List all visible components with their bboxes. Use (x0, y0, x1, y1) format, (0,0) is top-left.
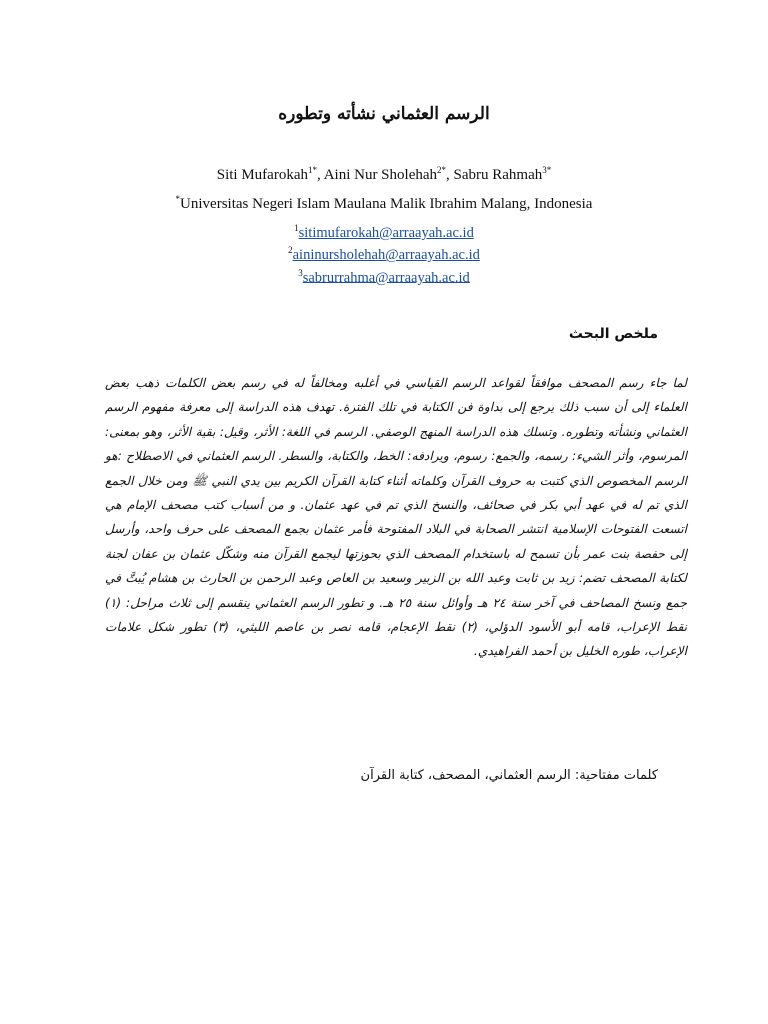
email-link[interactable]: aininursholehah@arraayah.ac.id (292, 247, 480, 264)
email-link[interactable]: sitimufarokah@arraayah.ac.id (298, 224, 474, 241)
abstract-heading: ملخص البحث (568, 326, 658, 342)
author-mark: 3* (542, 165, 552, 175)
affiliation-text: Universitas Negeri Islam Maulana Malik Ibrahim Malang, Indonesia (180, 196, 593, 212)
email-mark: 1 (294, 223, 299, 233)
author-separator: , (446, 167, 454, 183)
author-mark: 1* (308, 165, 317, 175)
affiliation (0, 194, 768, 213)
author-name: Sabru Rahmah (453, 167, 543, 183)
author-list (0, 165, 768, 184)
abstract-body: لما جاء رسم المصحف موافقاً لقواعد الرسم القياسي في أغلبه ومخالفاً له في رسم بعض الكلمات ذهب بعض العلماء إلى أن سبب ذلك يرجع إلى بداوة فن الكتابة في تلك الفترة. تهدف هذه الدراسة إلى معرفة مفهوم الرسم العثماني ونشأته وتطوره. وتسلك هذه الدراسة المنهج الوصفي. الرسم في اللغة: الأثر، وقيل: بقية الأثر، وهو بمعنى: المرسوم، وأثر الشيء: رسمه، والجمع: رسوم، ويرادفه: الخط، والكتابة، والسطر. الرسم العثماني في الاصطلاح :هو الرسم المخصوص الذي كتبت به حروف القرآن وكلماته أثناء كتابة القرآن الكريم بين يدي النبي ﷺ ومن خلال الجمع الذي تم له في عهد أبي بكر في صحائف، والنسخ الذي تم في عهد عثمان. و من أسباب كتب مصحف الإمام هي اتسعت الفتوحات الإسلامية انتشر الصحابة في البلاد المفتوحة فأمر عثمان بجمع المصحف على حرف واحد، وأرسل إلى حفصة بنت عمر بأن تسمح له باستخدام المصحف الذي بحوزتها ليجمع القرآن منه وشكّل عثمان بن عفان لجنة لكتابة المصحف تضم: زيد بن ثابت وعبد الله بن الزبير وسعيد بن العاص وعبد الرحمن بن الحارث بن هشام يُبتَّ في جمع ونسخ المصاحف في آخر سنة ٢٤ هـ وأوائل سنة ٢٥ هـ. و تطور الرسم العثماني ينقسم إلى ثلاث مراحل: (١) نقط الإعراب، قامه أبو الأسود الدؤلي، (٢) نقط الإعجام، قامه نصر بن عاصم الليثي، (٣) تطور شكل علامات الإعراب، طوره الخليل بن أحمد الفراهيدي. (105, 376, 687, 659)
email-mark: 2 (288, 245, 293, 256)
keywords: كلمات مفتاحية: الرسم العثماني، المصحف، كتابة القرآن (360, 768, 658, 783)
email-entry (0, 265, 768, 287)
author-separator: , (317, 167, 324, 183)
author-mark: 2* (437, 165, 447, 175)
email-list (0, 220, 768, 287)
author-name: Siti Mufarokah (216, 167, 308, 183)
email-entry (0, 220, 768, 242)
author-name: Aini Nur Sholehah (323, 167, 438, 183)
paper-title: الرسم العثماني نشأته وتطوره (278, 104, 490, 124)
email-link[interactable]: sabrurrahma@arraayah.ac.id (302, 269, 470, 286)
email-mark: 3 (298, 267, 303, 278)
email-entry (0, 242, 768, 264)
affiliation-mark: * (175, 194, 181, 204)
